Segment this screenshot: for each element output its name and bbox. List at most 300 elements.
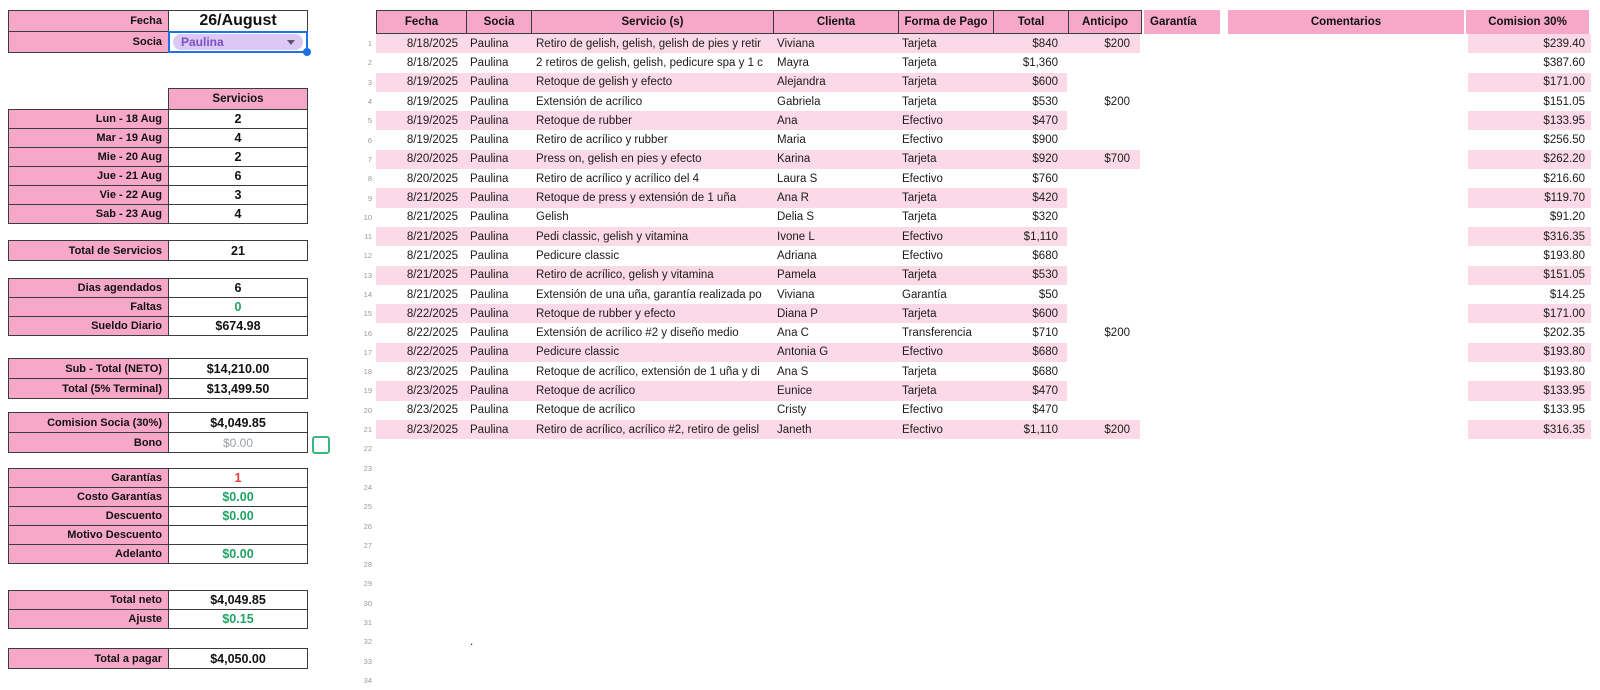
bono-value[interactable]: $0.00 — [168, 432, 308, 453]
cell-total[interactable]: $320 — [1032, 211, 1058, 224]
cell-fecha[interactable]: 8/22/2025 — [376, 343, 465, 362]
cell-servicio[interactable]: Gelish — [536, 211, 569, 224]
cell-socia[interactable]: Paulina — [465, 381, 530, 400]
cell-garantia[interactable] — [1146, 111, 1222, 130]
cell-total[interactable]: $530 — [1032, 95, 1058, 108]
cell-garantia[interactable] — [1146, 420, 1222, 439]
cell-total[interactable]: $1,110 — [992, 420, 1067, 439]
total-neto-value[interactable]: $4,049.85 — [168, 590, 308, 610]
cell-comentarios[interactable] — [1230, 53, 1466, 72]
cell-clienta[interactable]: Janeth — [772, 420, 897, 439]
cell-garantia[interactable] — [1146, 150, 1222, 169]
cell-socia[interactable] — [465, 478, 530, 497]
cell-comentarios[interactable] — [1230, 285, 1466, 304]
cell-comision[interactable] — [1468, 594, 1591, 613]
cell-total[interactable] — [992, 613, 1067, 632]
cell-fecha[interactable]: 8/21/2025 — [406, 288, 458, 301]
comision-socia-value[interactable]: $4,049.85 — [168, 412, 308, 433]
cell-garantia[interactable] — [1146, 594, 1222, 613]
cell-clienta[interactable]: Ana — [772, 111, 897, 130]
cell-forma-de-pago[interactable]: Transferencia — [902, 327, 972, 340]
cell-servicio[interactable]: Retoque de gelish y efecto — [530, 73, 772, 92]
cell-servicio[interactable]: Retoque de rubber — [530, 111, 772, 130]
cell-garantia[interactable] — [1146, 497, 1222, 516]
cell-fecha[interactable]: 8/18/2025 — [376, 34, 465, 53]
cell-total[interactable]: $840 — [992, 34, 1067, 53]
cell-servicio[interactable]: Retoque de press y extensión de 1 uña — [530, 188, 772, 207]
cell-total[interactable]: $470 — [992, 381, 1067, 400]
cell-socia[interactable] — [465, 439, 530, 458]
cell-anticipo[interactable] — [1067, 536, 1140, 555]
cell-socia[interactable] — [465, 671, 530, 690]
cell-garantia[interactable] — [1146, 632, 1222, 651]
cell-clienta[interactable]: Cristy — [777, 404, 807, 417]
cell-comentarios[interactable] — [1230, 652, 1466, 671]
cell-socia[interactable] — [465, 497, 530, 516]
cell-fecha[interactable] — [376, 497, 465, 516]
cell-comision[interactable] — [1468, 516, 1591, 535]
cell-total[interactable]: $680 — [992, 343, 1067, 362]
cell-comision[interactable]: $239.40 — [1468, 34, 1591, 53]
cell-forma-de-pago[interactable]: Tarjeta — [902, 56, 937, 69]
cell-comision[interactable]: $151.05 — [1468, 266, 1591, 285]
cell-fecha[interactable]: 8/22/2025 — [376, 304, 465, 323]
motivo-descuento-value[interactable] — [168, 525, 308, 545]
cell-total[interactable]: $470 — [1032, 404, 1058, 417]
cell-socia[interactable]: Paulina — [465, 73, 530, 92]
cell-total[interactable]: $760 — [1032, 172, 1058, 185]
day-value-cell[interactable]: 6 — [168, 166, 308, 186]
cell-total[interactable] — [992, 497, 1067, 516]
cell-socia[interactable]: Paulina — [470, 249, 509, 262]
cell-anticipo[interactable]: $200 — [1067, 420, 1140, 439]
cell-forma-de-pago[interactable]: Efectivo — [902, 249, 943, 262]
cell-servicio[interactable] — [530, 632, 772, 651]
cell-garantia[interactable] — [1146, 613, 1222, 632]
cell-forma-de-pago[interactable]: Tarjeta — [897, 381, 992, 400]
cell-comentarios[interactable] — [1230, 34, 1466, 53]
cell-comision[interactable]: $91.20 — [1549, 211, 1585, 224]
cell-servicio[interactable] — [530, 459, 772, 478]
cell-comentarios[interactable] — [1230, 304, 1466, 323]
cell-garantia[interactable] — [1146, 169, 1222, 188]
cell-anticipo[interactable] — [1067, 130, 1140, 149]
cell-comentarios[interactable] — [1230, 420, 1466, 439]
cell-garantia[interactable] — [1146, 381, 1222, 400]
cell-total[interactable] — [992, 459, 1067, 478]
dias-agendados-value[interactable]: 6 — [168, 278, 308, 298]
cell-forma-de-pago[interactable] — [897, 652, 992, 671]
cell-comentarios[interactable] — [1230, 362, 1466, 381]
cell-anticipo[interactable] — [1067, 439, 1140, 458]
cell-comision[interactable]: $316.35 — [1468, 227, 1591, 246]
cell-comision[interactable] — [1468, 439, 1591, 458]
cell-comision[interactable] — [1468, 459, 1591, 478]
cell-comision[interactable]: $193.80 — [1543, 365, 1585, 378]
cell-anticipo[interactable]: $200 — [1104, 95, 1130, 108]
cell-socia[interactable]: Paulina — [465, 266, 530, 285]
cell-socia[interactable]: Paulina — [465, 343, 530, 362]
cell-forma-de-pago[interactable] — [897, 536, 992, 555]
cell-fecha[interactable]: 8/21/2025 — [376, 188, 465, 207]
cell-socia[interactable] — [465, 613, 530, 632]
cell-clienta[interactable]: Eunice — [772, 381, 897, 400]
cell-servicio[interactable]: Retiro de acrílico, gelish y vitamina — [530, 266, 772, 285]
total-servicios-value[interactable]: 21 — [168, 240, 308, 261]
cell-comentarios[interactable] — [1230, 73, 1466, 92]
cell-clienta[interactable] — [772, 439, 897, 458]
cell-forma-de-pago[interactable]: Tarjeta — [902, 95, 937, 108]
cell-socia[interactable]: Paulina — [465, 111, 530, 130]
cell-clienta[interactable] — [772, 497, 897, 516]
cell-socia[interactable]: Paulina — [465, 420, 530, 439]
descuento-value[interactable]: $0.00 — [168, 506, 308, 526]
cell-socia[interactable] — [465, 652, 530, 671]
cell-garantia[interactable] — [1146, 266, 1222, 285]
cell-clienta[interactable]: Alejandra — [772, 73, 897, 92]
cell-fecha[interactable]: 8/18/2025 — [406, 56, 458, 69]
cell-fecha[interactable]: 8/23/2025 — [376, 420, 465, 439]
cell-anticipo[interactable] — [1067, 53, 1140, 72]
cell-comision[interactable] — [1468, 671, 1591, 690]
cell-total[interactable]: $420 — [992, 188, 1067, 207]
cell-servicio[interactable] — [530, 574, 772, 593]
cell-clienta[interactable]: Laura S — [777, 172, 818, 185]
cell-comision[interactable] — [1468, 574, 1591, 593]
cell-fecha[interactable]: 8/20/2025 — [376, 150, 465, 169]
cell-comentarios[interactable] — [1230, 555, 1466, 574]
day-value-cell[interactable]: 4 — [168, 204, 308, 224]
cell-garantia[interactable] — [1146, 92, 1222, 111]
cell-comision[interactable]: $14.25 — [1549, 288, 1585, 301]
cell-clienta[interactable] — [772, 671, 897, 690]
cell-comentarios[interactable] — [1230, 208, 1466, 227]
cell-fecha[interactable]: 8/21/2025 — [406, 211, 458, 224]
costo-garantias-value[interactable]: $0.00 — [168, 487, 308, 507]
cell-garantia[interactable] — [1146, 343, 1222, 362]
cell-anticipo[interactable] — [1067, 73, 1140, 92]
cell-fecha[interactable] — [376, 632, 465, 651]
cell-clienta[interactable] — [772, 632, 897, 651]
cell-comision[interactable]: $151.05 — [1543, 95, 1585, 108]
cell-garantia[interactable] — [1146, 362, 1222, 381]
cell-fecha[interactable]: 8/19/2025 — [376, 111, 465, 130]
cell-socia[interactable] — [465, 555, 530, 574]
cell-anticipo[interactable] — [1067, 169, 1140, 188]
cell-garantia[interactable] — [1146, 246, 1222, 265]
cell-total[interactable]: $600 — [992, 304, 1067, 323]
cell-clienta[interactable]: Viviana — [772, 34, 897, 53]
cell-comision[interactable]: $256.50 — [1543, 134, 1585, 147]
cell-garantia[interactable] — [1146, 285, 1222, 304]
cell-garantia[interactable] — [1146, 439, 1222, 458]
cell-comision[interactable]: $171.00 — [1468, 304, 1591, 323]
cell-servicio[interactable]: Extensión de una uña, garantía realizada po — [536, 288, 762, 301]
cell-garantia[interactable] — [1146, 130, 1222, 149]
cell-clienta[interactable]: Mayra — [777, 56, 809, 69]
cell-anticipo[interactable] — [1067, 381, 1140, 400]
cell-servicio[interactable]: Retoque de acrílico — [530, 381, 772, 400]
cell-total[interactable]: $920 — [992, 150, 1067, 169]
cell-anticipo[interactable] — [1067, 478, 1140, 497]
cell-comentarios[interactable] — [1230, 323, 1466, 342]
cell-socia[interactable]: Paulina — [470, 327, 509, 340]
cell-garantia[interactable] — [1146, 478, 1222, 497]
cell-comentarios[interactable] — [1230, 111, 1466, 130]
cell-forma-de-pago[interactable]: Efectivo — [897, 420, 992, 439]
cell-socia[interactable]: Paulina — [470, 95, 509, 108]
cell-anticipo[interactable] — [1067, 304, 1140, 323]
cell-garantia[interactable] — [1146, 53, 1222, 72]
cell-forma-de-pago[interactable]: Tarjeta — [897, 266, 992, 285]
cell-comentarios[interactable] — [1230, 536, 1466, 555]
cell-total[interactable]: $600 — [992, 73, 1067, 92]
cell-comision[interactable]: $216.60 — [1543, 172, 1585, 185]
cell-socia[interactable] — [465, 536, 530, 555]
cell-fecha[interactable] — [376, 439, 465, 458]
cell-anticipo[interactable] — [1067, 613, 1140, 632]
cell-servicio[interactable] — [530, 478, 772, 497]
cell-socia[interactable] — [465, 594, 530, 613]
cell-comision[interactable] — [1468, 555, 1591, 574]
cell-anticipo[interactable] — [1067, 671, 1140, 690]
cell-comentarios[interactable] — [1230, 381, 1466, 400]
cell-comision[interactable] — [1468, 536, 1591, 555]
cell-socia[interactable] — [465, 459, 530, 478]
cell-anticipo[interactable] — [1067, 401, 1140, 420]
cell-clienta[interactable] — [772, 516, 897, 535]
cell-fecha[interactable] — [376, 516, 465, 535]
cell-servicio[interactable]: Extensión de acrílico — [536, 95, 643, 108]
cell-anticipo[interactable] — [1067, 594, 1140, 613]
cell-forma-de-pago[interactable] — [897, 632, 992, 651]
cell-comentarios[interactable] — [1230, 439, 1466, 458]
cell-forma-de-pago[interactable]: Efectivo — [897, 111, 992, 130]
cell-forma-de-pago[interactable] — [897, 459, 992, 478]
cell-anticipo[interactable] — [1067, 652, 1140, 671]
cell-comentarios[interactable] — [1230, 266, 1466, 285]
cell-anticipo[interactable] — [1067, 285, 1140, 304]
cell-clienta[interactable] — [772, 613, 897, 632]
cell-garantia[interactable] — [1146, 536, 1222, 555]
cell-fecha[interactable] — [376, 594, 465, 613]
cell-garantia[interactable] — [1146, 516, 1222, 535]
cell-servicio[interactable] — [530, 497, 772, 516]
cell-forma-de-pago[interactable] — [897, 478, 992, 497]
cell-servicio[interactable] — [530, 516, 772, 535]
cell-comentarios[interactable] — [1230, 227, 1466, 246]
cell-garantia[interactable] — [1146, 304, 1222, 323]
cell-anticipo[interactable] — [1067, 632, 1140, 651]
cell-forma-de-pago[interactable]: Efectivo — [902, 134, 943, 147]
cell-servicio[interactable]: Retoque de acrílico, extensión de 1 uña y di — [536, 365, 760, 378]
cell-fecha[interactable]: 8/22/2025 — [406, 327, 458, 340]
cell-total[interactable] — [992, 536, 1067, 555]
cell-fecha[interactable]: 8/19/2025 — [376, 73, 465, 92]
cell-clienta[interactable] — [772, 594, 897, 613]
faltas-value[interactable]: 0 — [168, 297, 308, 317]
cell-fecha[interactable]: 8/21/2025 — [376, 227, 465, 246]
cell-comision[interactable] — [1468, 497, 1591, 516]
cell-clienta[interactable]: Ana R — [772, 188, 897, 207]
cell-comentarios[interactable] — [1230, 188, 1466, 207]
cell-servicio[interactable]: Pedicure classic — [536, 249, 620, 262]
cell-anticipo[interactable] — [1067, 343, 1140, 362]
cell-garantia[interactable] — [1146, 188, 1222, 207]
cell-garantia[interactable] — [1146, 227, 1222, 246]
cell-socia[interactable]: Paulina — [470, 56, 509, 69]
cell-forma-de-pago[interactable] — [897, 574, 992, 593]
garantias-value[interactable]: 1 — [168, 468, 308, 488]
cell-comision[interactable] — [1468, 613, 1591, 632]
cell-servicio[interactable] — [530, 439, 772, 458]
cell-clienta[interactable]: Ana S — [777, 365, 809, 378]
cell-fecha[interactable]: 8/21/2025 — [376, 266, 465, 285]
cell-comision[interactable]: $171.00 — [1468, 73, 1591, 92]
cell-fecha[interactable] — [376, 671, 465, 690]
cell-total[interactable]: $900 — [1032, 134, 1058, 147]
cell-clienta[interactable]: Ana C — [777, 327, 809, 340]
cell-forma-de-pago[interactable]: Tarjeta — [897, 34, 992, 53]
cell-forma-de-pago[interactable] — [897, 555, 992, 574]
socia-cell[interactable] — [168, 31, 308, 53]
cell-comentarios[interactable] — [1230, 516, 1466, 535]
cell-total[interactable]: $680 — [1032, 249, 1058, 262]
cell-fecha[interactable] — [376, 459, 465, 478]
cell-fecha[interactable] — [376, 536, 465, 555]
cell-total[interactable]: $50 — [1038, 288, 1058, 301]
cell-servicio[interactable] — [530, 555, 772, 574]
cell-servicio[interactable] — [530, 613, 772, 632]
cell-forma-de-pago[interactable]: Efectivo — [902, 172, 943, 185]
cell-comentarios[interactable] — [1230, 671, 1466, 690]
cell-socia[interactable]: Paulina — [470, 288, 509, 301]
cell-clienta[interactable]: Pamela — [772, 266, 897, 285]
cell-total[interactable] — [992, 439, 1067, 458]
cell-garantia[interactable] — [1146, 34, 1222, 53]
cell-clienta[interactable]: Delia S — [777, 211, 815, 224]
cell-total[interactable]: $680 — [1032, 365, 1058, 378]
day-value-cell[interactable]: 3 — [168, 185, 308, 205]
cell-clienta[interactable]: Adriana — [777, 249, 817, 262]
socia-dropdown[interactable] — [173, 34, 303, 50]
cell-total[interactable] — [992, 478, 1067, 497]
cell-total[interactable]: $530 — [992, 266, 1067, 285]
cell-clienta[interactable]: Karina — [772, 150, 897, 169]
cell-clienta[interactable]: Ivone L — [772, 227, 897, 246]
cell-comision[interactable]: $262.20 — [1468, 150, 1591, 169]
cell-servicio[interactable]: Retoque de rubber y efecto — [530, 304, 772, 323]
cell-servicio[interactable] — [530, 652, 772, 671]
cell-comision[interactable]: $133.95 — [1543, 404, 1585, 417]
cell-comision[interactable]: $202.35 — [1543, 327, 1585, 340]
cell-fecha[interactable]: 8/23/2025 — [406, 404, 458, 417]
total-a-pagar-value[interactable]: $4,050.00 — [168, 648, 308, 669]
cell-forma-de-pago[interactable]: Tarjeta — [902, 211, 937, 224]
cell-anticipo[interactable] — [1067, 188, 1140, 207]
cell-fecha[interactable]: 8/23/2025 — [376, 381, 465, 400]
cell-comentarios[interactable] — [1230, 632, 1466, 651]
cell-servicio[interactable]: Extensión de acrílico #2 y diseño medio — [536, 327, 739, 340]
cell-clienta[interactable] — [772, 652, 897, 671]
cell-total[interactable] — [992, 632, 1067, 651]
cell-fecha[interactable] — [376, 555, 465, 574]
cell-socia[interactable] — [465, 574, 530, 593]
cell-fecha[interactable]: 8/19/2025 — [406, 95, 458, 108]
cell-clienta[interactable]: Diana P — [772, 304, 897, 323]
cell-comision[interactable] — [1468, 652, 1591, 671]
cell-servicio[interactable] — [530, 536, 772, 555]
cell-socia[interactable]: Paulina — [470, 134, 509, 147]
cell-garantia[interactable] — [1146, 73, 1222, 92]
cell-comentarios[interactable] — [1230, 169, 1466, 188]
day-value-cell[interactable]: 4 — [168, 128, 308, 148]
adelanto-value[interactable]: $0.00 — [168, 544, 308, 564]
cell-garantia[interactable] — [1146, 671, 1222, 690]
cell-servicio[interactable]: Press on, gelish en pies y efecto — [530, 150, 772, 169]
cell-fecha[interactable] — [376, 652, 465, 671]
sueldo-diario-value[interactable]: $674.98 — [168, 316, 308, 336]
cell-anticipo[interactable] — [1067, 516, 1140, 535]
cell-total[interactable] — [992, 555, 1067, 574]
cell-forma-de-pago[interactable]: Tarjeta — [897, 304, 992, 323]
cell-comision[interactable]: $133.95 — [1468, 111, 1591, 130]
cell-forma-de-pago[interactable] — [897, 497, 992, 516]
cell-servicio[interactable] — [530, 671, 772, 690]
cell-total[interactable]: $1,360 — [1022, 56, 1058, 69]
cell-fecha[interactable] — [376, 478, 465, 497]
cell-forma-de-pago[interactable] — [897, 516, 992, 535]
cell-servicio[interactable]: Pedi classic, gelish y vitamina — [530, 227, 772, 246]
cell-comision[interactable]: $119.70 — [1468, 188, 1591, 207]
cell-total[interactable]: $1,110 — [992, 227, 1067, 246]
cell-anticipo[interactable] — [1067, 459, 1140, 478]
cell-forma-de-pago[interactable]: Tarjeta — [897, 73, 992, 92]
cell-comentarios[interactable] — [1230, 459, 1466, 478]
cell-comision[interactable]: $133.95 — [1468, 381, 1591, 400]
cell-socia[interactable]: Paulina — [465, 34, 530, 53]
cell-anticipo[interactable]: $200 — [1067, 34, 1140, 53]
cell-fecha[interactable] — [376, 613, 465, 632]
cell-anticipo[interactable] — [1067, 246, 1140, 265]
cell-anticipo[interactable] — [1067, 266, 1140, 285]
cell-forma-de-pago[interactable]: Efectivo — [897, 343, 992, 362]
ajuste-value[interactable]: $0.15 — [168, 609, 308, 629]
cell-forma-de-pago[interactable]: Tarjeta — [897, 188, 992, 207]
cell-socia[interactable]: Paulina — [465, 304, 530, 323]
cell-comentarios[interactable] — [1230, 478, 1466, 497]
cell-comision[interactable]: $387.60 — [1543, 56, 1585, 69]
cell-comision[interactable]: $193.80 — [1543, 249, 1585, 262]
cell-anticipo[interactable] — [1067, 497, 1140, 516]
cell-forma-de-pago[interactable]: Tarjeta — [897, 150, 992, 169]
cell-anticipo[interactable] — [1067, 555, 1140, 574]
cell-comentarios[interactable] — [1230, 594, 1466, 613]
cell-comentarios[interactable] — [1230, 401, 1466, 420]
cell-garantia[interactable] — [1146, 323, 1222, 342]
cell-comentarios[interactable] — [1230, 130, 1466, 149]
cell-forma-de-pago[interactable] — [897, 613, 992, 632]
cell-total[interactable] — [992, 671, 1067, 690]
cell-clienta[interactable] — [772, 574, 897, 593]
cell-anticipo[interactable] — [1067, 362, 1140, 381]
cell-clienta[interactable] — [772, 555, 897, 574]
cell-fecha[interactable]: 8/23/2025 — [406, 365, 458, 378]
cell-anticipo[interactable] — [1067, 208, 1140, 227]
cell-clienta[interactable]: Maria — [777, 134, 806, 147]
cell-socia[interactable] — [465, 516, 530, 535]
cell-total[interactable] — [992, 516, 1067, 535]
